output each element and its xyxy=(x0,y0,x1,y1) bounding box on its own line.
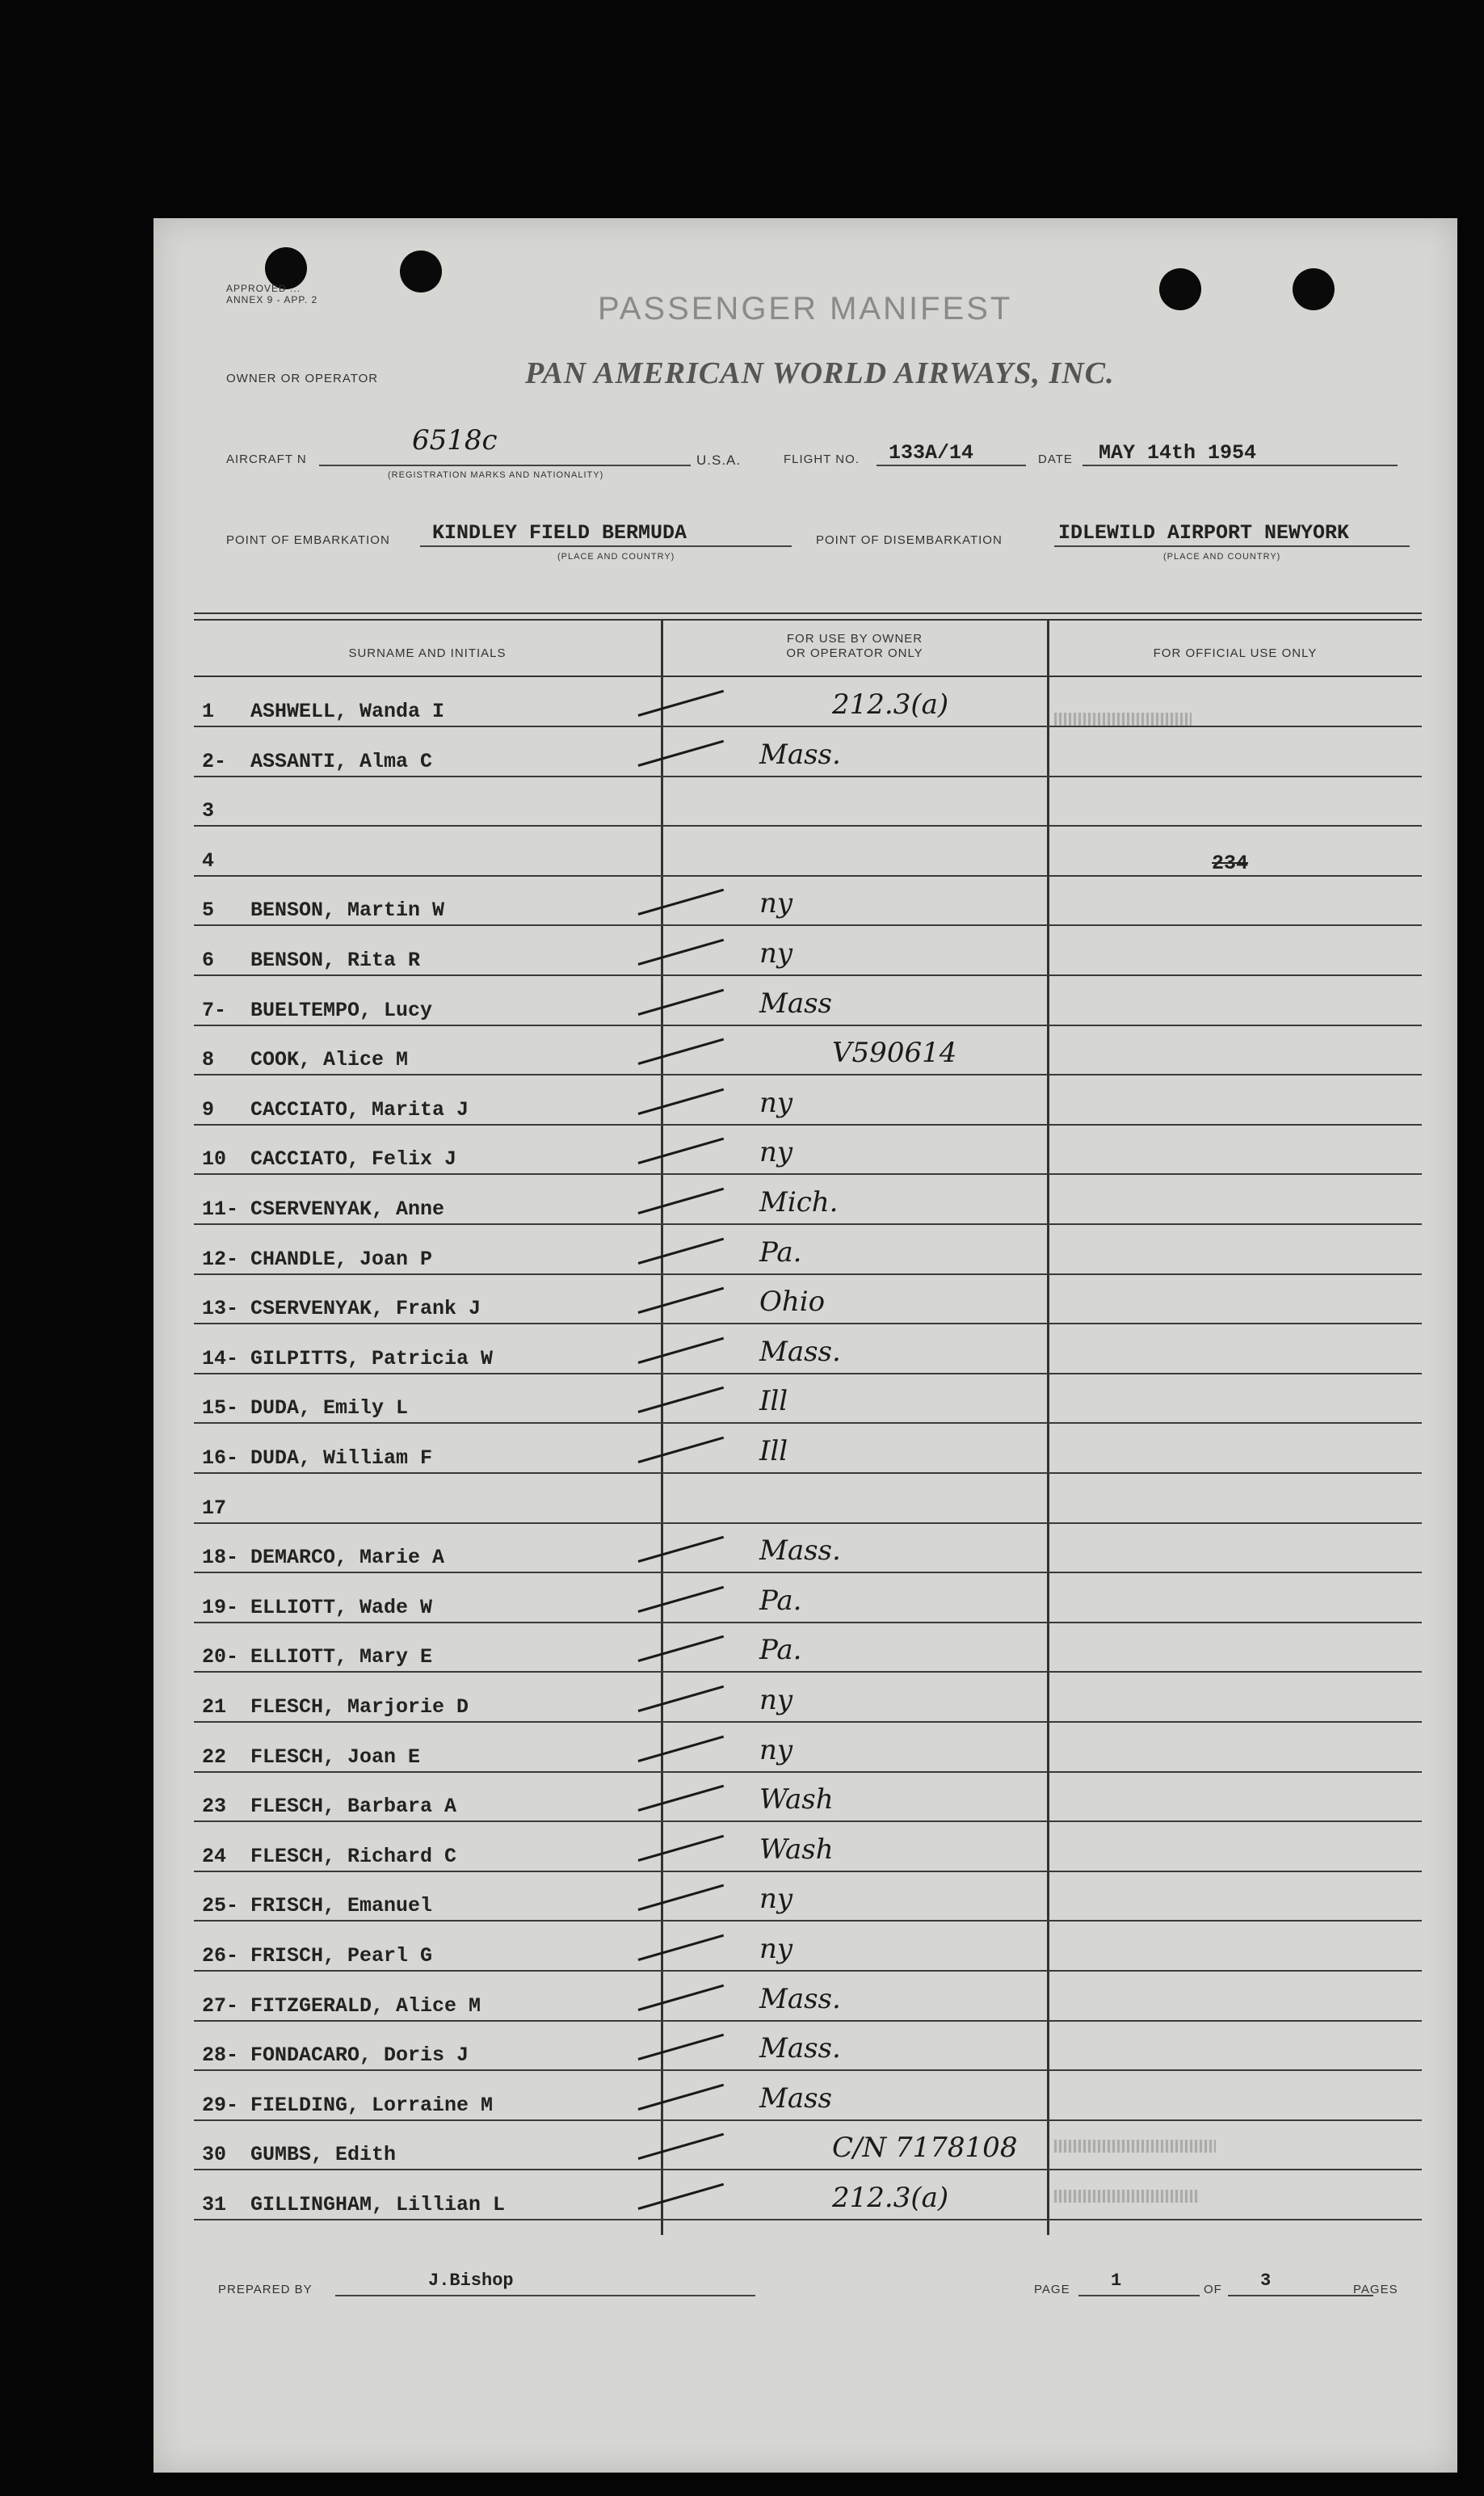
disembark-sublabel: (PLACE AND COUNTRY) xyxy=(1163,552,1281,562)
embark-sublabel: (PLACE AND COUNTRY) xyxy=(557,552,675,562)
date-label: DATE xyxy=(1038,452,1073,466)
operator-note: Pa. xyxy=(759,1585,802,1617)
punch-hole xyxy=(1159,268,1201,310)
row-number: 26- xyxy=(202,1944,239,1968)
passenger-name: CHANDLE, Joan P xyxy=(250,1248,433,1271)
row-number: 16- xyxy=(202,1446,239,1470)
pages-label: PAGES xyxy=(1353,2283,1398,2296)
prepared-line xyxy=(335,2295,755,2296)
page-label: PAGE xyxy=(1034,2283,1070,2296)
table-row xyxy=(202,739,1414,798)
row-number: 27- xyxy=(202,1994,239,2018)
passenger-name: FLESCH, Joan E xyxy=(250,1745,421,1769)
row-number: 1 xyxy=(202,700,215,723)
column-header-owner-line1: FOR USE BY OWNER xyxy=(786,632,923,646)
table-top-rule xyxy=(194,619,1422,621)
aircraft-label: AIRCRAFT N xyxy=(226,452,307,466)
operator-note: ny xyxy=(759,1087,793,1119)
aircraft-line xyxy=(319,465,691,466)
operator-note: Ohio xyxy=(759,1286,826,1318)
embark-label: POINT OF EMBARKATION xyxy=(226,533,390,547)
operator-note: ny xyxy=(759,1933,793,1965)
check-mark-icon xyxy=(638,690,725,717)
disembark-label: POINT OF DISEMBARKATION xyxy=(816,533,1003,547)
embark-line xyxy=(420,545,792,547)
table-row xyxy=(202,1087,1414,1147)
row-number: 2- xyxy=(202,750,227,773)
operator-note: ny xyxy=(759,887,793,920)
of-line xyxy=(1228,2295,1373,2296)
operator-note: C/N 7178108 xyxy=(832,2132,1018,2164)
passenger-name: FIELDING, Lorraine M xyxy=(250,2094,494,2117)
row-number: 15- xyxy=(202,1396,239,1420)
aircraft-value: 6518c xyxy=(412,424,498,457)
operator-note: Mass. xyxy=(759,2032,841,2065)
row-number: 10 xyxy=(202,1147,227,1171)
operator-note: ny xyxy=(759,1883,793,1915)
manifest-sheet xyxy=(153,218,1457,2473)
table-row xyxy=(202,887,1414,947)
page-value: 1 xyxy=(1111,2271,1122,2291)
redaction-smudge xyxy=(1054,2190,1200,2203)
row-number: 31 xyxy=(202,2193,227,2216)
passenger-name: FRISCH, Emanuel xyxy=(250,1894,433,1917)
passenger-name: BENSON, Martin W xyxy=(250,899,445,922)
operator-note: V590614 xyxy=(832,1037,957,1069)
table-top-rule xyxy=(194,612,1422,614)
carrier-name: PAN AMERICAN WORLD AIRWAYS, INC. xyxy=(525,356,1115,390)
table-row xyxy=(202,1435,1414,1495)
flight-line xyxy=(877,465,1026,466)
operator-note: Pa. xyxy=(759,1634,802,1666)
embark-value: KINDLEY FIELD BERMUDA xyxy=(432,521,687,545)
operator-note: Wash xyxy=(759,1833,834,1866)
row-number: 12- xyxy=(202,1248,239,1271)
table-row xyxy=(202,1684,1414,1744)
row-number: 28- xyxy=(202,2044,239,2067)
row-number: 18- xyxy=(202,1546,239,1569)
passenger-name: FLESCH, Marjorie D xyxy=(250,1695,469,1719)
row-number: 20- xyxy=(202,1645,239,1669)
operator-note: Mass. xyxy=(759,739,841,771)
usa-label: U.S.A. xyxy=(696,452,742,468)
row-number: 9 xyxy=(202,1098,215,1122)
date-value: MAY 14th 1954 xyxy=(1099,441,1257,465)
row-number: 3 xyxy=(202,799,215,823)
passenger-name: FONDACARO, Doris J xyxy=(250,2044,469,2067)
row-number: 17 xyxy=(202,1496,227,1520)
operator-note: Ill xyxy=(759,1385,788,1417)
column-header-surname: SURNAME AND INITIALS xyxy=(348,646,507,660)
aircraft-sublabel: (REGISTRATION MARKS AND NATIONALITY) xyxy=(388,470,604,480)
prepared-label: PREPARED BY xyxy=(218,2283,313,2296)
passenger-name: DUDA, Emily L xyxy=(250,1396,409,1420)
table-row xyxy=(202,2132,1414,2191)
table-row xyxy=(202,1186,1414,1246)
passenger-name: BENSON, Rita R xyxy=(250,949,421,972)
operator-note: Mass xyxy=(759,987,832,1020)
table-row xyxy=(202,1883,1414,1943)
official-note: 234 xyxy=(1212,852,1249,875)
operator-note: Pa. xyxy=(759,1236,802,1269)
passenger-name: GUMBS, Edith xyxy=(250,2143,397,2166)
page-title: PASSENGER MANIFEST xyxy=(598,291,1013,326)
operator-note: Wash xyxy=(759,1783,834,1816)
prepared-value: J.Bishop xyxy=(428,2271,514,2291)
row-number: 29- xyxy=(202,2094,239,2117)
passenger-name: COOK, Alice M xyxy=(250,1048,409,1071)
table-row xyxy=(202,1385,1414,1445)
of-value: 3 xyxy=(1260,2271,1272,2291)
row-number: 7- xyxy=(202,999,227,1022)
operator-note: ny xyxy=(759,937,793,970)
table-row xyxy=(202,987,1414,1047)
redaction-smudge xyxy=(1054,2140,1216,2153)
row-number: 14- xyxy=(202,1347,239,1370)
passenger-name: ELLIOTT, Wade W xyxy=(250,1596,433,1619)
passenger-name: ASSANTI, Alma C xyxy=(250,750,433,773)
redaction-smudge xyxy=(1054,713,1192,726)
date-line xyxy=(1083,465,1398,466)
passenger-name: FLESCH, Barbara A xyxy=(250,1795,457,1818)
row-number: 4 xyxy=(202,849,215,873)
passenger-name: BUELTEMPO, Lucy xyxy=(250,999,433,1022)
operator-note: Ill xyxy=(759,1435,788,1467)
table-row xyxy=(202,1585,1414,1644)
passenger-name: ASHWELL, Wanda I xyxy=(250,700,445,723)
disembark-line xyxy=(1054,545,1410,547)
row-number: 30 xyxy=(202,2143,227,2166)
passenger-name: CACCIATO, Felix J xyxy=(250,1147,457,1171)
passenger-name: FLESCH, Richard C xyxy=(250,1845,457,1868)
table-row xyxy=(202,1634,1414,1694)
approval-stamp: APPROVED ... ANNEX 9 - APP. 2 xyxy=(226,283,318,305)
passenger-name: DUDA, William F xyxy=(250,1446,433,1470)
operator-note: Mich. xyxy=(759,1186,839,1219)
header-bottom-rule xyxy=(194,676,1422,677)
disembark-value: IDLEWILD AIRPORT NEWYORK xyxy=(1058,521,1350,545)
column-header-official: FOR OFFICIAL USE ONLY xyxy=(1153,646,1318,660)
passenger-name: DEMARCO, Marie A xyxy=(250,1546,445,1569)
operator-note: Mass. xyxy=(759,1534,841,1567)
operator-note: ny xyxy=(759,1734,793,1766)
table-row xyxy=(202,2182,1414,2241)
passenger-name: FRISCH, Pearl G xyxy=(250,1944,433,1968)
row-number: 22 xyxy=(202,1745,227,1769)
table-row xyxy=(202,799,1414,848)
passenger-name: FITZGERALD, Alice M xyxy=(250,1994,481,2018)
operator-note: Mass. xyxy=(759,1336,841,1368)
punch-hole xyxy=(1293,268,1335,310)
passenger-name: CSERVENYAK, Frank J xyxy=(250,1297,481,1320)
operator-note: Mass xyxy=(759,2082,832,2115)
passenger-name: GILLINGHAM, Lillian L xyxy=(250,2193,506,2216)
column-header-owner-line2: OR OPERATOR ONLY xyxy=(786,646,923,660)
row-number: 5 xyxy=(202,899,215,922)
row-number: 23 xyxy=(202,1795,227,1818)
table-row xyxy=(202,1534,1414,1594)
row-number: 13- xyxy=(202,1297,239,1320)
table-row xyxy=(202,1037,1414,1096)
row-number: 21 xyxy=(202,1695,227,1719)
passenger-name: ELLIOTT, Mary E xyxy=(250,1645,433,1669)
table-row xyxy=(202,1833,1414,1893)
table-row xyxy=(202,1336,1414,1395)
operator-note: 212.3(a) xyxy=(832,688,949,721)
row-number: 19- xyxy=(202,1596,239,1619)
page-line xyxy=(1078,2295,1200,2296)
flight-label: FLIGHT NO. xyxy=(784,452,860,466)
passenger-name: CACCIATO, Marita J xyxy=(250,1098,469,1122)
row-number: 24 xyxy=(202,1845,227,1868)
flight-value: 133A/14 xyxy=(889,441,974,465)
table-row xyxy=(202,2082,1414,2142)
row-number: 8 xyxy=(202,1048,215,1071)
passenger-name: CSERVENYAK, Anne xyxy=(250,1197,445,1221)
operator-note: 212.3(a) xyxy=(832,2182,949,2214)
row-number: 6 xyxy=(202,949,215,972)
owner-label: OWNER OR OPERATOR xyxy=(226,372,379,385)
of-label: OF xyxy=(1204,2283,1222,2296)
operator-note: Mass. xyxy=(759,1983,841,2015)
operator-note: ny xyxy=(759,1684,793,1716)
punch-hole xyxy=(400,250,442,293)
operator-note: ny xyxy=(759,1136,793,1168)
passenger-name: GILPITTS, Patricia W xyxy=(250,1347,494,1370)
row-number: 25- xyxy=(202,1894,239,1917)
row-number: 11- xyxy=(202,1197,239,1221)
